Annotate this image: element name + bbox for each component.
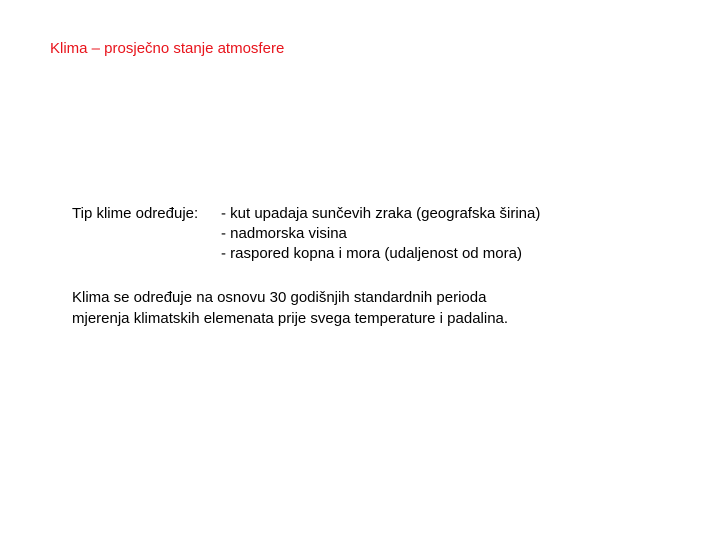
factor-row xyxy=(72,204,540,224)
factor-item: - nadmorska visina xyxy=(221,225,347,242)
factor-row xyxy=(72,224,540,244)
factor-item: - kut upadaja sunčevih zraka (geografska širina) xyxy=(221,205,541,222)
factor-row xyxy=(72,244,540,264)
factors-lead-label: Tip klime određuje: xyxy=(72,205,199,222)
definition-line: mjerenja klimatskih elemenata prije svega temperature i padalina. xyxy=(72,310,509,327)
definition-line: Klima se određuje na osnovu 30 godišnjih standardnih perioda xyxy=(72,289,487,306)
climate-definition-paragraph xyxy=(72,288,508,330)
climate-factors-block xyxy=(72,204,540,264)
factor-item: - raspored kopna i mora (udaljenost od mora) xyxy=(221,245,522,262)
slide-title: Klima – prosječno stanje atmosfere xyxy=(50,40,285,57)
